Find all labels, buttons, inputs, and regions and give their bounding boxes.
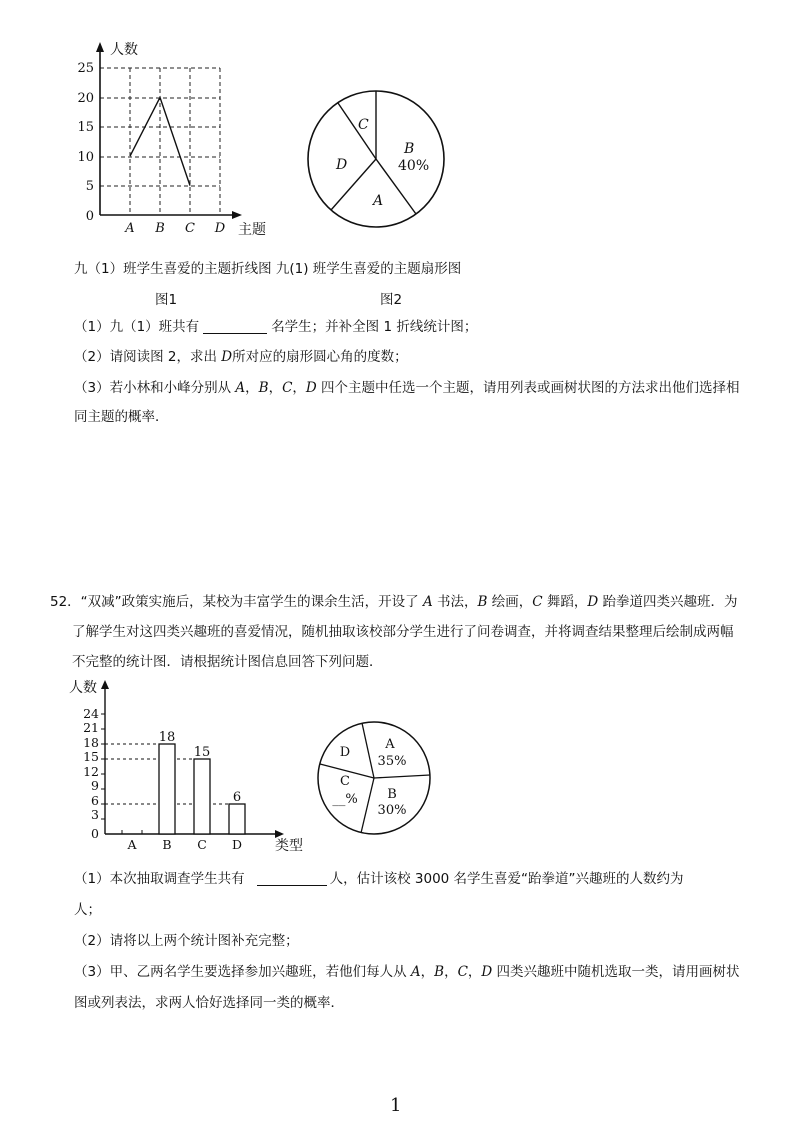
figure-2-pie-chart [300,85,460,240]
slice-label-b: B [404,141,415,157]
x-tick: D [214,221,226,236]
y-tick: 10 [77,150,94,165]
x-tick: A [127,837,137,852]
y-tick: 24 [83,706,99,721]
y-tick: 5 [85,179,94,194]
page-number: 1 [390,1095,402,1116]
y-tick: 21 [83,720,99,735]
x-tick: C [197,837,207,852]
x-tick: B [155,221,165,236]
bar-value-label: 18 [158,730,176,745]
y-axis-title: 人数 [69,680,97,696]
figure-captions: 九（1）班学生喜爱的主题折线图 九(1) 班学生喜爱的主题扇形图 [74,261,462,277]
x-tick: D [231,837,243,852]
q52-part-3: （3）甲、乙两名学生要选择参加兴趣班，若他们每人从 A，B，C，D 四类兴趣班中随机选取一类，请用画树状 [74,964,740,980]
slice-label-b: B [387,787,397,802]
q51-part-2: （2）请阅读图 2，求出 D所对应的扇形圆心角的度数； [74,349,408,365]
y-axis-arrow [101,680,109,689]
q51-part-3: （3）若小林和小峰分别从 A，B，C，D 四个主题中任选一个主题，请用列表或画树状图的方法求出他们选择相 [74,380,740,396]
slice-pct-c: __% [332,792,358,807]
y-tick: 25 [77,61,94,76]
slice-label-a: A [373,193,384,209]
y-tick: 9 [91,778,99,793]
x-axis-title: 主题 [238,222,266,238]
x-tick: B [162,837,172,852]
q52-intro-line-2: 了解学生对这四类兴趣班的喜爱情况，随机抽取该校部分学生进行了问卷调查，并将调查结果整理后绘制成两幅 [72,624,734,640]
q52-intro-line-1: 52．“双减”政策实施后，某校为丰富学生的课余生活，开设了 A 书法，B 绘画，C 舞蹈，D 跆拳道四类兴趣班．为 [50,594,738,610]
y-tick: 0 [91,826,99,841]
q51-part-3-cont: 同主题的概率． [74,409,169,425]
bar-b [159,744,175,834]
figure-1-line-chart [70,30,280,245]
q52-part-2: （2）请将以上两个统计图补充完整； [74,933,299,949]
x-axis-arrow [232,211,242,219]
x-axis-arrow [275,830,284,838]
bar-d [229,804,245,834]
y-axis-arrow [96,42,104,52]
y-tick: 12 [83,764,99,779]
bar-c [194,759,210,834]
x-tick: A [125,221,135,236]
y-tick: 15 [77,120,94,135]
x-tick: C [185,221,195,236]
bar-value-label: 6 [232,790,242,805]
slice-label-c: C [358,117,369,133]
figure-3-bar-chart [65,672,315,857]
slice-label-a: A [385,737,395,752]
slice-pct-b: 30% [377,803,407,818]
q52-part-1-cont: 人； [74,902,101,918]
bar-value-label: 15 [193,745,211,760]
figure-1-caption: 图1 [155,292,178,308]
slice-pct-a: 35% [377,754,407,769]
answer-blank[interactable] [257,871,327,886]
q52-intro-line-3: 不完整的统计图．请根据统计图信息回答下列问题． [72,654,383,670]
slice-label-d: D [339,745,351,760]
y-tick: 15 [83,749,99,764]
q52-part-3-cont: 图或列表法，求两人恰好选择同一类的概率． [74,995,344,1011]
y-axis-title: 人数 [110,42,138,58]
figure-2-caption: 图2 [380,292,403,308]
y-tick: 6 [91,793,99,808]
figure-4-pie-chart [312,718,437,840]
slice-pct-b: 40% [398,158,430,174]
q51-part-1: （1）九（1）班共有 名学生；并补全图 1 折线统计图； [74,319,478,335]
slice-label-d: D [336,157,348,173]
y-tick: 0 [85,209,94,224]
grid [100,68,220,215]
y-tick: 18 [83,735,99,750]
q52-part-1: （1）本次抽取调查学生共有 人，估计该校 3000 名学生喜爱“跆拳道”兴趣班的人数约为 [74,871,684,887]
y-tick: 3 [91,807,99,822]
answer-blank[interactable] [203,319,267,334]
y-tick: 20 [77,91,94,106]
slice-label-c: C [340,774,350,789]
x-axis-title: 类型 [275,838,303,854]
